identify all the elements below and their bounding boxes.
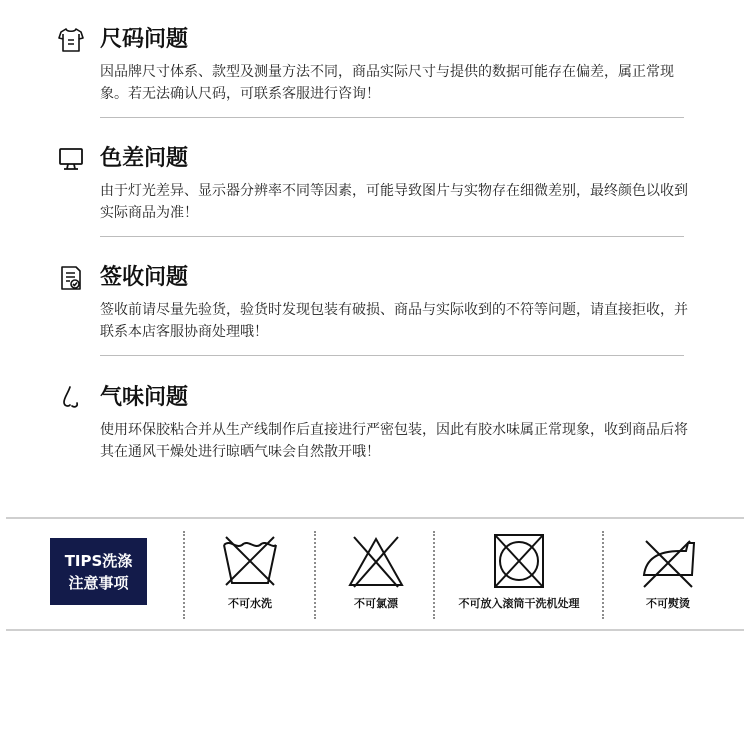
section-title: 气味问题 xyxy=(100,385,189,410)
tshirt-icon xyxy=(58,27,84,53)
no-wash-icon xyxy=(218,531,282,591)
divider xyxy=(100,117,684,118)
care-label: 不可水洗 xyxy=(228,597,272,610)
care-item-no-wash xyxy=(205,531,295,611)
no-bleach-icon xyxy=(344,531,408,591)
divider xyxy=(100,236,684,237)
separator xyxy=(183,531,185,619)
care-instructions xyxy=(0,517,750,633)
checklist-icon xyxy=(58,265,84,291)
care-label: 不可熨烫 xyxy=(646,597,690,610)
separator xyxy=(314,531,316,619)
section-body: 签收前请尽量先验货，验货时发现包装有破损、商品与实际收到的不符等问题，请直接拒收，并联系本店客服协商处理哦！ xyxy=(100,302,688,340)
nose-icon xyxy=(58,385,84,411)
care-item-no-tumble-dry xyxy=(446,531,592,611)
separator xyxy=(433,531,435,619)
tips-subtitle: 注意事项 xyxy=(68,573,129,592)
section-body: 使用环保胶粘合并从生产线制作后直接进行严密包装，因此有胶水味属正常现象，收到商品后将其在通风干燥处进行晾晒气味会自然散开哦！ xyxy=(100,422,688,460)
care-label: 不可放入滚筒干洗机处理 xyxy=(458,597,580,610)
section-title: 色差问题 xyxy=(100,146,189,171)
divider xyxy=(100,355,684,356)
care-item-no-iron xyxy=(628,531,708,611)
separator xyxy=(602,531,604,619)
tips-title: TIPS洗涤 xyxy=(64,551,133,570)
no-iron-icon xyxy=(636,531,700,591)
section-body: 由于灯光差异、显示器分辨率不同等因素，可能导致图片与实物存在细微差别，最终颜色以收到实际商品为准！ xyxy=(100,183,688,221)
divider xyxy=(6,629,744,631)
care-label: 不可氯漂 xyxy=(354,597,398,610)
monitor-icon xyxy=(58,146,84,172)
section-body: 因品牌尺寸体系、款型及测量方法不同，商品实际尺寸与提供的数据可能存在偏差，属正常现象。若无法确认尺码，可联系客服进行咨询！ xyxy=(100,64,674,102)
care-item-no-bleach xyxy=(332,531,420,611)
tips-badge xyxy=(50,538,147,605)
no-tumble-dry-icon xyxy=(487,531,551,591)
section-title: 尺码问题 xyxy=(100,27,189,52)
divider xyxy=(6,517,744,519)
section-title: 签收问题 xyxy=(100,265,189,290)
